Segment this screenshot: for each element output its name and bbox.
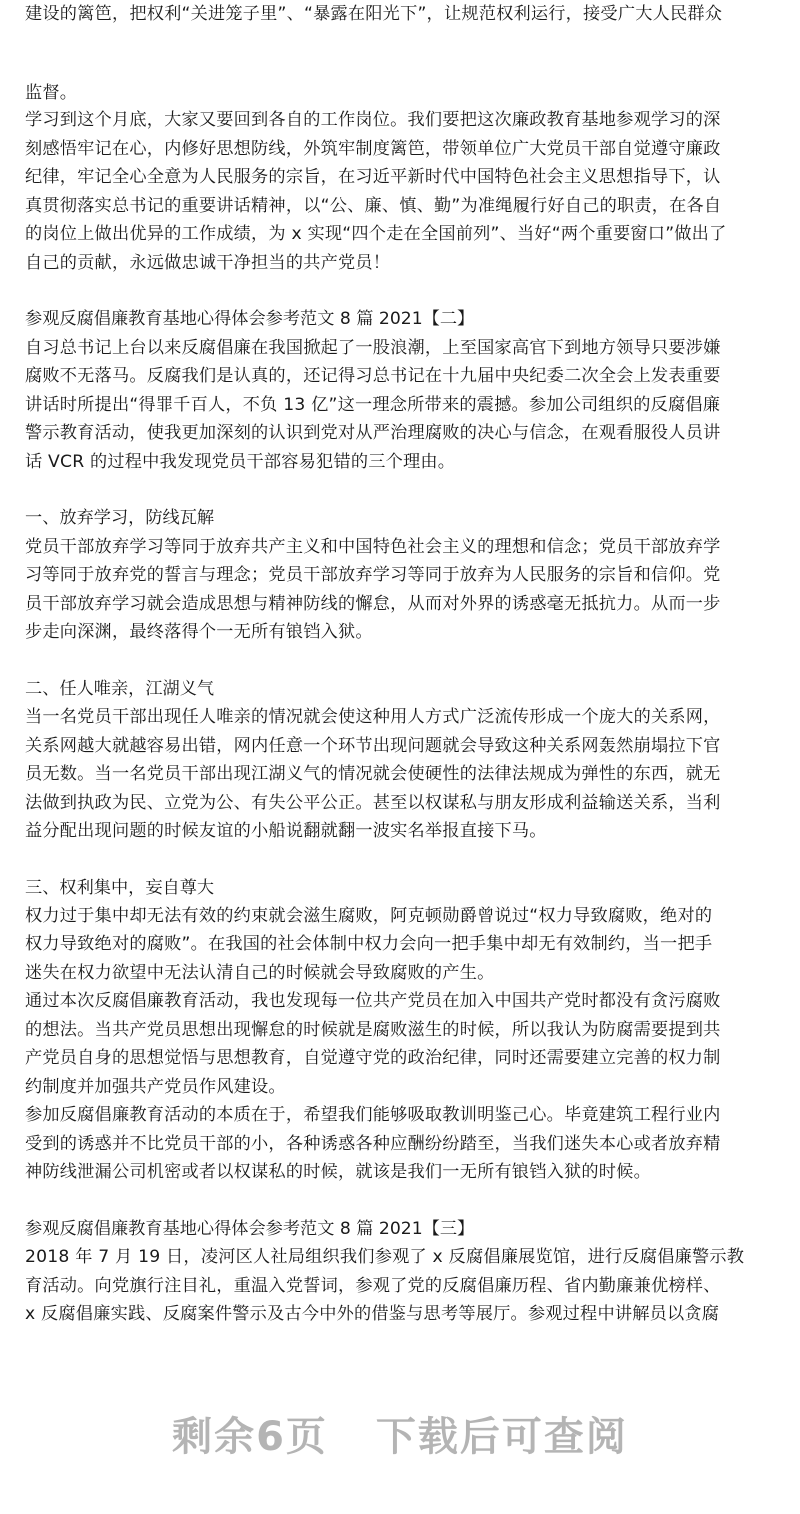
- text-line: 参加反腐倡廉教育活动的本质在于，希望我们能够吸取教训明鉴己心。毕竟建筑工程行业内: [25, 1105, 721, 1125]
- section-title: 参观反腐倡廉教育基地心得体会参考范文 8 篇 2021【三】: [25, 1219, 475, 1239]
- subsection-heading: 三、权利集中，妄自尊大: [25, 878, 215, 898]
- text-line: 迷失在权力欲望中无法认清自己的时候就会导致腐败的产生。: [25, 963, 495, 983]
- text-line: 的岗位上做出优异的工作成绩，为 x 实现“四个走在全国前列”、当好“两个重要窗口”做出了: [25, 224, 727, 244]
- section-title: 参观反腐倡廉教育基地心得体会参考范文 8 篇 2021【二】: [25, 309, 475, 329]
- text-line: 刻感悟牢记在心，内修好思想防线，外筑牢制度篱笆，带领单位广大党员干部自觉遵守廉政: [25, 139, 721, 159]
- text-line: 当一名党员干部出现任人唯亲的情况就会使这种用人方式广泛流传形成一个庞大的关系网，: [25, 707, 721, 727]
- subsection-heading: 二、任人唯亲，江湖义气: [25, 679, 215, 699]
- text-line: 益分配出现问题的时候友谊的小船说翻就翻一波实名举报直接下马。: [25, 821, 547, 841]
- download-prompt[interactable]: [0, 1412, 800, 1462]
- text-line: 真贯彻落实总书记的重要讲话精神，以“公、廉、慎、勤”为准绳履行好自己的职责，在各自: [25, 196, 722, 216]
- text-line: 学习到这个月底，大家又要回到各自的工作岗位。我们要把这次廉政教育基地参观学习的深: [25, 110, 721, 130]
- text-line: 习等同于放弃党的誓言与理念；党员干部放弃学习等同于放弃为人民服务的宗旨和信仰。党: [25, 565, 721, 585]
- text-line: 的想法。当共产党员思想出现懈怠的时候就是腐败滋生的时候，所以我认为防腐需要提到共: [25, 1020, 721, 1040]
- text-line: 监督。: [25, 83, 78, 103]
- text-line: x 反腐倡廉实践、反腐案件警示及古今中外的借鉴与思考等展厅。参观过程中讲解员以贪腐: [25, 1304, 720, 1324]
- text-line: 关系网越大就越容易出错，网内任意一个环节出现问题就会导致这种关系网轰然崩塌拉下官: [25, 736, 721, 756]
- text-line: 产党员自身的思想觉悟与思想教育，自觉遵守党的政治纪律，同时还需要建立完善的权力制: [25, 1048, 721, 1068]
- remaining-pages-text: 剩余6页: [172, 1414, 328, 1460]
- text-line: 员无数。当一名党员干部出现江湖义气的情况就会使硬性的法律法规成为弹性的东西，就无: [25, 764, 721, 784]
- text-line: 员干部放弃学习就会造成思想与精神防线的懈怠，从而对外界的诱惑毫无抵抗力。从而一步: [25, 594, 721, 614]
- text-line: 育活动。向党旗行注目礼，重温入党誓词，参观了党的反腐倡廉历程、省内勤廉兼优榜样、: [25, 1276, 721, 1296]
- text-line: 腐败不无落马。反腐我们是认真的，还记得习总书记在十九届中央纪委二次全会上发表重要: [25, 366, 721, 386]
- text-line: 受到的诱惑并不比党员干部的小，各种诱惑各种应酬纷纷踏至，当我们迷失本心或者放弃精: [25, 1134, 721, 1154]
- text-line: 自己的贡献，永远做忠诚干净担当的共产党员！: [25, 253, 391, 273]
- text-line: 法做到执政为民、立党为公、有失公平公正。甚至以权谋私与朋友形成利益输送关系，当利: [25, 793, 721, 813]
- text-line: 约制度并加强共产党员作风建设。: [25, 1077, 286, 1097]
- text-line: 话 VCR 的过程中我发现党员干部容易犯错的三个理由。: [25, 452, 456, 472]
- text-line: 通过本次反腐倡廉教育活动，我也发现每一位共产党员在加入中国共产党时都没有贪污腐败: [25, 991, 721, 1011]
- text-line: 讲话时所提出“得罪千百人，不负 13 亿”这一理念所带来的震撼。参加公司组织的反腐倡廉: [25, 395, 721, 415]
- text-line: 警示教育活动，使我更加深刻的认识到党对从严治理腐败的决心与信念，在观看服役人员讲: [25, 423, 721, 443]
- download-to-view-text: 下载后可查阅: [375, 1414, 628, 1460]
- text-line: 建设的篱笆，把权利“关进笼子里”、“暴露在阳光下”，让规范权利运行，接受广大人民群众: [25, 4, 723, 24]
- text-line: 2018 年 7 月 19 日，凌河区人社局组织我们参观了 x 反腐倡廉展览馆，进行反腐倡廉警示教: [25, 1247, 745, 1267]
- text-line: 自习总书记上台以来反腐倡廉在我国掀起了一股浪潮，上至国家高官下到地方领导只要涉嫌: [25, 338, 721, 358]
- text-line: 权力导致绝对的腐败”。在我国的社会体制中权力会向一把手集中却无有效制约，当一把手: [25, 934, 713, 954]
- text-line: 步走向深渊，最终落得个一无所有锒铛入狱。: [25, 622, 373, 642]
- subsection-heading: 一、放弃学习，防线瓦解: [25, 508, 215, 528]
- text-line: 党员干部放弃学习等同于放弃共产主义和中国特色社会主义的理想和信念；党员干部放弃学: [25, 537, 721, 557]
- text-line: 权力过于集中却无法有效的约束就会滋生腐败，阿克顿勋爵曾说过“权力导致腐败，绝对的: [25, 906, 713, 926]
- text-line: 神防线泄漏公司机密或者以权谋私的时候，就该是我们一无所有锒铛入狱的时候。: [25, 1162, 651, 1182]
- text-line: 纪律，牢记全心全意为人民服务的宗旨，在习近平新时代中国特色社会主义思想指导下，认: [25, 167, 721, 187]
